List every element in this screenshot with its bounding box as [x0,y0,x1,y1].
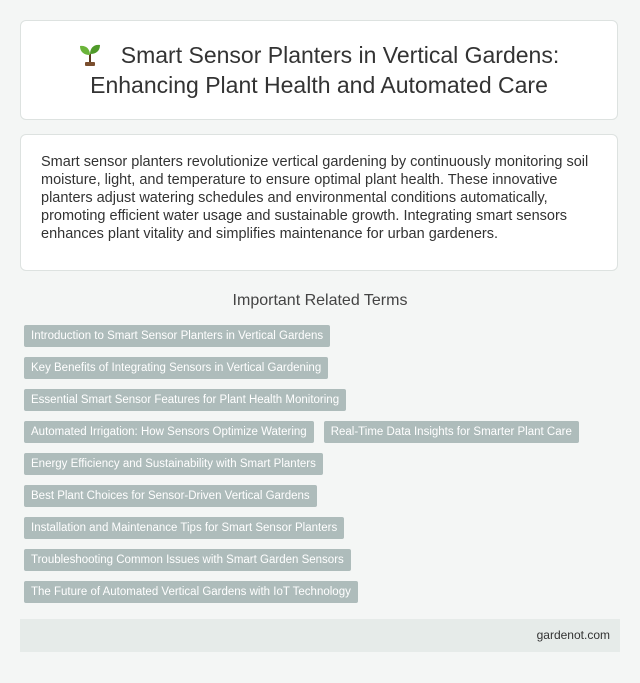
related-term-tag[interactable]: Automated Irrigation: How Sensors Optimize Watering [24,421,314,443]
tag-row [24,325,624,357]
related-terms-list [24,325,624,613]
page-title-text: Smart Sensor Planters in Vertical Gardens: Enhancing Plant Health and Automated Care [90,42,560,98]
related-term-tag[interactable]: The Future of Automated Vertical Gardens with IoT Technology [24,581,358,603]
summary-card [20,134,618,271]
tag-row [24,549,624,581]
tag-row [24,485,624,517]
related-term-tag[interactable]: Best Plant Choices for Sensor-Driven Vertical Gardens [24,485,317,507]
tag-row [24,357,624,389]
tag-row [24,453,624,485]
page-title [59,40,579,100]
tag-row [24,421,624,453]
tag-row [24,581,624,613]
footer-site-link[interactable]: gardenot.com [536,628,610,642]
related-terms-heading: Important Related Terms [232,292,408,309]
tag-row [24,517,624,549]
footer [20,619,620,652]
related-term-tag[interactable]: Installation and Maintenance Tips for Smart Sensor Planters [24,517,344,539]
related-term-tag[interactable]: Introduction to Smart Sensor Planters in Vertical Gardens [24,325,330,347]
seedling-icon [79,42,101,66]
related-term-tag[interactable]: Real-Time Data Insights for Smarter Plant Care [324,421,579,443]
summary-text: Smart sensor planters revolutionize vertical gardening by continuously monitoring soil moisture, light, and temperature to ensure optimal plant health. These innovative planters adjust watering schedules and environmental conditions automatically, promoting efficient water usage and sustainable growth. Integrating smart sensors enhances plant vitality and simplifies maintenance for urban gardeners. [41,154,589,242]
title-card [20,20,618,120]
related-term-tag[interactable]: Essential Smart Sensor Features for Plant Health Monitoring [24,389,346,411]
related-term-tag[interactable]: Energy Efficiency and Sustainability with Smart Planters [24,453,323,475]
tag-row [24,389,624,421]
related-term-tag[interactable]: Troubleshooting Common Issues with Smart Garden Sensors [24,549,351,571]
related-term-tag[interactable]: Key Benefits of Integrating Sensors in Vertical Gardening [24,357,328,379]
